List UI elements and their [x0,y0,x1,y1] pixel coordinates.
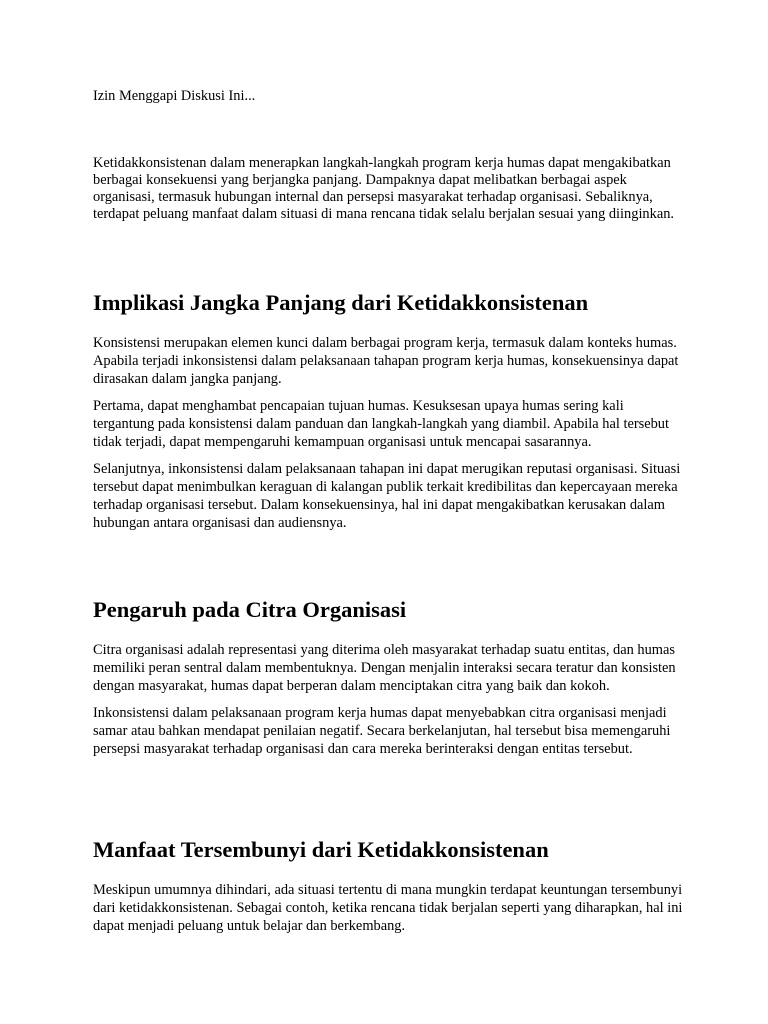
section-paragraph: Konsistensi merupakan elemen kunci dalam berbagai program kerja, termasuk dalam konteks humas. Apabila terjadi inkonsistensi dalam pelaksanaan tahapan program kerja humas, konsekuensinya dapat dirasakan dalam jangka panjang. [93,335,679,387]
lead-paragraph: Ketidakkonsistenan dalam menerapkan langkah-langkah program kerja humas dapat mengakibatkan berbagai konsekuensi yang berjangka panjang. Dampaknya dapat melibatkan berbagai aspek organisasi, termasuk hubungan internal dan persepsi masyarakat terhadap organisasi. Sebaliknya, terdapat peluang manfaat dalam situasi di mana rencana tidak selalu berjalan sesuai yang diinginkan. [93,155,675,222]
section-paragraph: Inkonsistensi dalam pelaksanaan program kerja humas dapat menyebabkan citra organisasi menjadi samar atau bahkan mendapat penilaian negatif. Secara berkelanjutan, hal tersebut bisa memengaruhi persepsi masyarakat terhadap organisasi dan cara mereka berinteraksi dengan entitas tersebut. [93,705,671,757]
section-paragraph: Selanjutnya, inkonsistensi dalam pelaksanaan tahapan ini dapat merugikan reputasi organisasi. Situasi tersebut dapat menimbulkan keraguan di kalangan publik terkait kredibilitas dan kepercayaan mereka terhadap organisasi tersebut. Dalam konsekuensinya, hal ini dapat mengakibatkan kerusakan dalam hubungan antara organisasi dan audiensnya. [93,461,681,531]
section-paragraph: Meskipun umumnya dihindari, ada situasi tertentu di mana mungkin terdapat keuntungan tersembunyi dari ketidakkonsistenan. Sebagai contoh, ketika rencana tidak berjalan seperti yang diharapkan, hal ini dapat menjadi peluang untuk belajar dan berkembang. [93,882,683,934]
intro-line: Izin Menggapi Diskusi Ini... [93,88,256,104]
section-heading: Pengaruh pada Citra Organisasi [93,597,407,622]
section-heading: Manfaat Tersembunyi dari Ketidakkonsistenan [93,837,549,862]
section-heading: Implikasi Jangka Panjang dari Ketidakkonsistenan [93,290,589,315]
section-organization-image [93,597,683,767]
section-paragraph: Citra organisasi adalah representasi yang diterima oleh masyarakat terhadap suatu entitas, dan humas memiliki peran sentral dalam membentuknya. Dengan menjalin interaksi secara teratur dan konsisten dengan masyarakat, humas dapat berperan dalam menciptakan citra yang baik dan kokoh. [93,642,676,694]
section-hidden-benefits [93,837,683,944]
section-paragraph: Pertama, dapat menghambat pencapaian tujuan humas. Kesuksesan upaya humas sering kali tergantung pada konsistensi dalam panduan dan langkah-langkah yang diambil. Apabila hal tersebut tidak terjadi, dapat mempengaruhi kemampuan organisasi untuk mencapai sasarannya. [93,398,670,450]
section-long-term-implications [93,290,683,541]
